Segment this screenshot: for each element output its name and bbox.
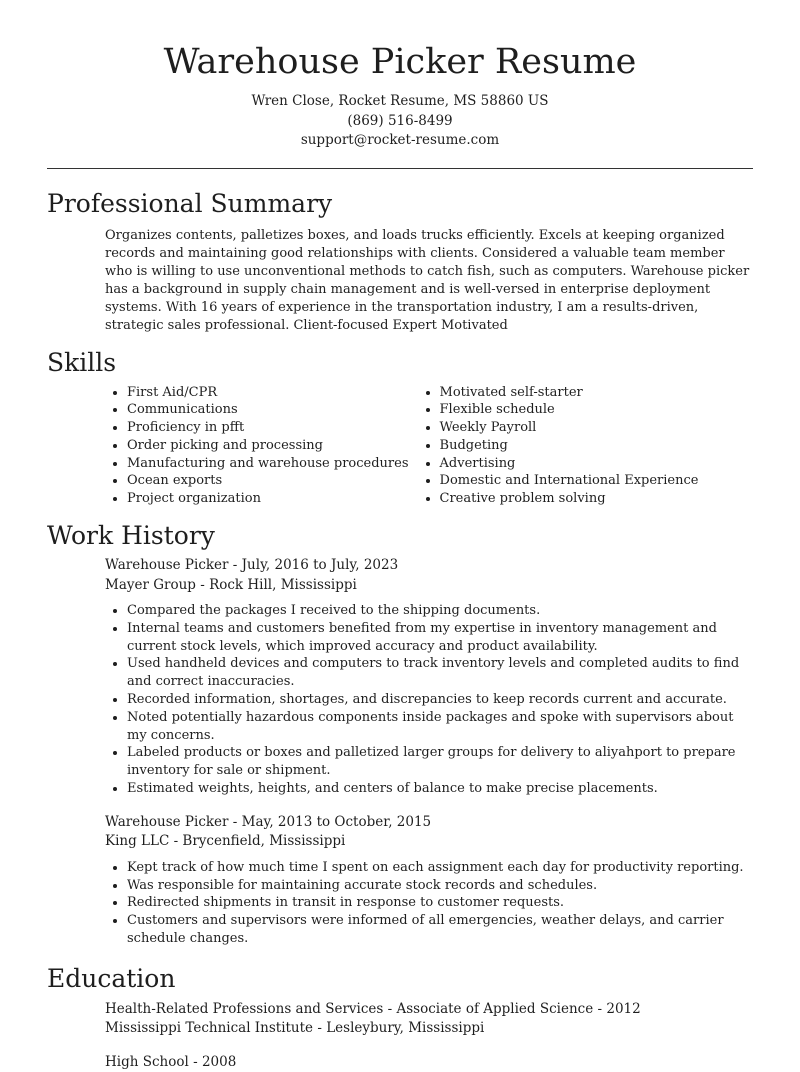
- work-history-heading: Work History: [47, 521, 215, 551]
- education-section: [0, 963, 800, 1072]
- job-bullet: • Labeled products or boxes and palletized larger groups for delivery to aliyahport to prepare inventory for sale or shipment.: [127, 744, 753, 780]
- job-title-line: Warehouse Picker - May, 2013 to October, 2015: [105, 813, 432, 830]
- education-degree-line: Health-Related Professions and Services - Associate of Applied Science - 2012: [105, 1000, 641, 1017]
- skill-item: • Proficiency in pfft: [127, 419, 440, 437]
- skills-section: [0, 347, 800, 509]
- job-title-line: Warehouse Picker - July, 2016 to July, 2023: [105, 557, 399, 574]
- job-bullet: • Was responsible for maintaining accurate stock records and schedules.: [127, 877, 753, 895]
- header-divider: [47, 168, 753, 169]
- contact-phone: (869) 516-8499: [347, 112, 453, 129]
- resume-title: Warehouse Picker Resume: [163, 42, 637, 82]
- job-entry: [47, 813, 753, 948]
- job-bullet: • Estimated weights, heights, and centers of balance to make precise placements.: [127, 780, 753, 798]
- skills-list-right: [360, 384, 753, 509]
- job-bullets: [47, 602, 753, 798]
- skill-item: • Communications: [127, 401, 440, 419]
- work-history-section: [0, 520, 800, 948]
- skill-item: • Creative problem solving: [440, 490, 753, 508]
- job-bullet: • Internal teams and customers benefited from my expertise in inventory management and current stock levels, which improved accuracy and product availability.: [127, 620, 753, 656]
- skills-heading: Skills: [47, 347, 117, 377]
- education-entry: [105, 1000, 753, 1039]
- skill-item: • Order picking and processing: [127, 437, 440, 455]
- contact-email: support@rocket-resume.com: [300, 132, 500, 148]
- job-company-line: King LLC - Brycenfield, Mississippi: [105, 833, 346, 850]
- summary-text: Organizes contents, palletizes boxes, and loads trucks efficiently. Excels at keeping organized records and maintaining good relationships with clients. Considered a valuable team member who is willing to use unconventional methods to catch fish, such as computers. Warehouse picker has a background in supply chain management and is well-versed in enterprise deployment systems. With 16 years of experience in the transportation industry, I am a results-driven, strategic sales professional. Client-focused Expert Motivated: [105, 227, 750, 333]
- contact-address: Wren Close, Rocket Resume, MS 58860 US: [251, 93, 549, 109]
- skill-item: • Weekly Payroll: [440, 419, 753, 437]
- skill-item: • Flexible schedule: [440, 401, 753, 419]
- resume-header: [0, 0, 800, 151]
- skill-item: • Ocean exports: [127, 472, 440, 490]
- skill-item: • Domestic and International Experience: [440, 472, 753, 490]
- job-bullet: • Customers and supervisors were informed of all emergencies, weather delays, and carrier schedule changes.: [127, 912, 753, 948]
- job-entry: [47, 556, 753, 798]
- job-bullet: • Redirected shipments in transit in response to customer requests.: [127, 894, 753, 912]
- education-heading: Education: [47, 963, 176, 993]
- education-entry: [105, 1053, 753, 1072]
- skill-item: • Manufacturing and warehouse procedures: [127, 455, 440, 473]
- job-bullet: • Kept track of how much time I spent on each assignment each day for productivity reporting.: [127, 859, 753, 877]
- job-header: [105, 556, 753, 595]
- skill-item: • Advertising: [440, 455, 753, 473]
- job-bullet: • Noted potentially hazardous components inside packages and spoke with supervisors about my concerns.: [127, 709, 753, 745]
- job-bullet: • Used handheld devices and computers to track inventory levels and completed audits to find and correct inaccuracies.: [127, 655, 753, 691]
- job-bullets: [47, 859, 753, 948]
- skill-item: • Project organization: [127, 490, 440, 508]
- summary-section: [0, 188, 800, 335]
- job-header: [105, 813, 753, 852]
- skills-grid: [47, 384, 753, 509]
- skill-item: • Budgeting: [440, 437, 753, 455]
- summary-heading: Professional Summary: [47, 188, 333, 218]
- job-bullet: • Recorded information, shortages, and discrepancies to keep records current and accurate.: [127, 691, 753, 709]
- skill-item: • First Aid/CPR: [127, 384, 440, 402]
- job-company-line: Mayer Group - Rock Hill, Mississippi: [105, 576, 357, 593]
- contact-info: [0, 92, 800, 151]
- job-bullet: • Compared the packages I received to the shipping documents.: [127, 602, 753, 620]
- skill-item: • Motivated self-starter: [440, 384, 753, 402]
- education-degree-line: High School - 2008: [105, 1053, 237, 1070]
- education-school-line: Mississippi Technical Institute - Lesleybury, Mississippi: [105, 1020, 485, 1037]
